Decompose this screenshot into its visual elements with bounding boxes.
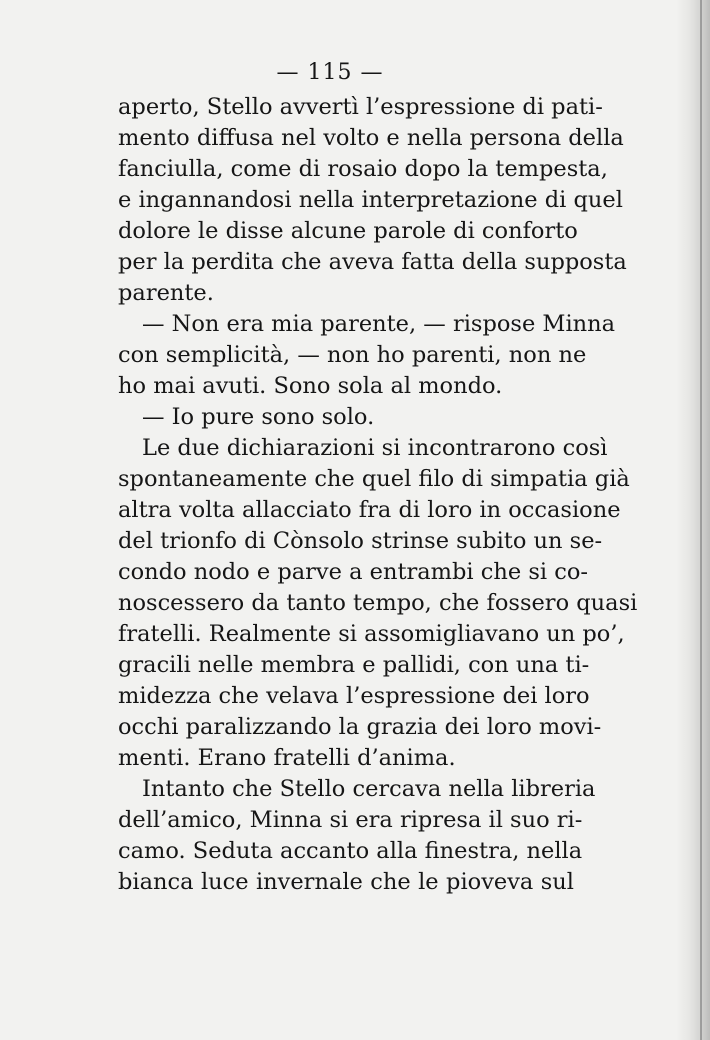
page-number-header: — 115 —: [276, 60, 384, 85]
text-line: parente.: [118, 280, 214, 306]
text-line: — Non era mia parente, — rispose Minna: [142, 311, 616, 337]
text-line: con semplicità, — non ho parenti, non ne: [118, 342, 587, 368]
text-line: gracili nelle membra e pallidi, con una ti-: [118, 652, 590, 678]
body-text: [118, 92, 638, 898]
text-line: fratelli. Realmente si assomigliavano un po’,: [118, 621, 625, 647]
text-line: midezza che velava l’espressione dei loro: [118, 683, 590, 709]
text-line: condo nodo e parve a entrambi che si co-: [118, 559, 588, 585]
text-line: dolore le disse alcune parole di conforto: [118, 218, 578, 244]
text-line: — Io pure sono solo.: [142, 404, 375, 430]
text-line: per la perdita che aveva fatta della supposta: [118, 249, 627, 275]
page-gutter-shadow: [676, 0, 710, 1040]
text-line: spontaneamente che quel filo di simpatia già: [118, 466, 630, 492]
text-line: menti. Erano fratelli d’anima.: [118, 745, 456, 771]
text-line: camo. Seduta accanto alla finestra, nella: [118, 838, 583, 864]
page-gutter-edge: [700, 0, 702, 1040]
text-line: e ingannandosi nella interpretazione di quel: [118, 187, 623, 213]
text-line: aperto, Stello avvertì l’espressione di pati-: [118, 94, 603, 120]
text-line: Le due dichiarazioni si incontrarono così: [142, 435, 608, 461]
text-line: noscessero da tanto tempo, che fossero quasi: [118, 590, 638, 616]
text-line: occhi paralizzando la grazia dei loro movi-: [118, 714, 602, 740]
text-line: del trionfo di Cònsolo strinse subito un se-: [118, 528, 603, 554]
text-line: mento diffusa nel volto e nella persona della: [118, 125, 624, 151]
text-line: bianca luce invernale che le pioveva sul: [118, 869, 574, 895]
text-line: Intanto che Stello cercava nella libreria: [142, 776, 596, 802]
text-line: ho mai avuti. Sono sola al mondo.: [118, 373, 503, 399]
text-line: dell’amico, Minna si era ripresa il suo ri-: [118, 807, 583, 833]
text-line: altra volta allacciato fra di loro in occasione: [118, 497, 621, 523]
text-line: fanciulla, come di rosaio dopo la tempesta,: [118, 156, 608, 182]
